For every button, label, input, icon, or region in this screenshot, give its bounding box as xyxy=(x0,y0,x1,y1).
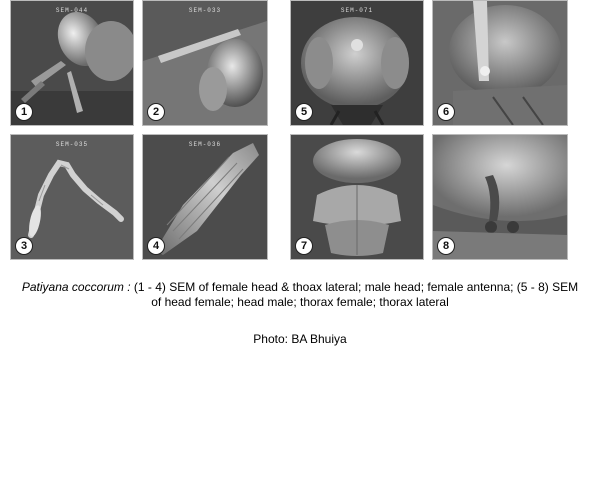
figure-caption xyxy=(0,280,600,310)
sem-panel-7 xyxy=(290,134,424,260)
sem-panel-2 xyxy=(142,0,268,126)
sem-panel-5 xyxy=(290,0,424,126)
scale-label: SEM-036 xyxy=(188,141,222,148)
caption-line-2: of head female; head male; thorax female; thorax lateral xyxy=(151,295,449,309)
panel-number: 5 xyxy=(295,103,313,121)
photo-credit: Photo: BA Bhuiya xyxy=(253,332,347,346)
scale-label: SEM-033 xyxy=(188,7,222,14)
panel-number: 2 xyxy=(147,103,165,121)
caption-text: (1 - 4) SEM of female head & thoax lateral; male head; female antenna; (5 - 8) SEM xyxy=(130,280,579,294)
panel-number: 8 xyxy=(437,237,455,255)
sem-panel-4 xyxy=(142,134,268,260)
scale-label: SEM-071 xyxy=(340,7,374,14)
panel-number: 3 xyxy=(15,237,33,255)
species-name: Patiyana coccorum : xyxy=(21,280,131,294)
panel-number: 4 xyxy=(147,237,165,255)
panel-number: 1 xyxy=(15,103,33,121)
scale-label: SEM-035 xyxy=(55,141,89,148)
sem-panel-6 xyxy=(432,0,568,126)
scale-label: SEM-044 xyxy=(55,7,89,14)
panel-number: 7 xyxy=(295,237,313,255)
sem-panel-3 xyxy=(10,134,134,260)
sem-panel-8 xyxy=(432,134,568,260)
panel-number: 6 xyxy=(437,103,455,121)
caption-line-1 xyxy=(0,280,600,295)
sem-panel-1 xyxy=(10,0,134,126)
